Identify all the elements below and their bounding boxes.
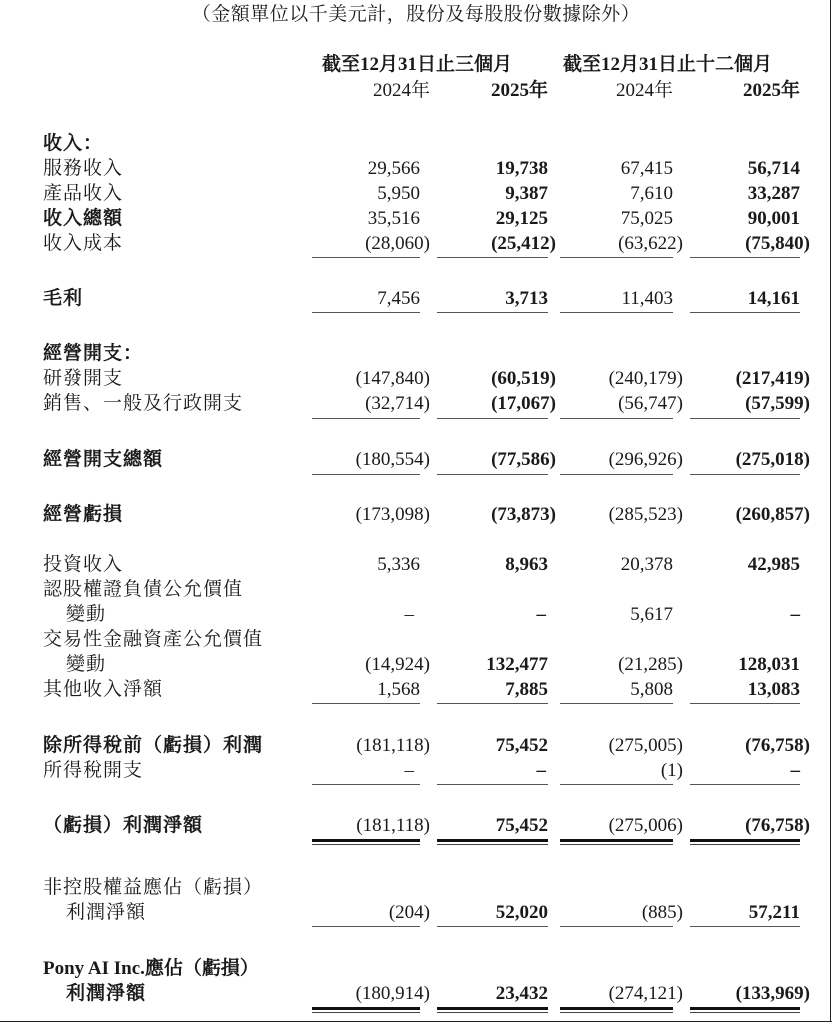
page-border-bottom: [0, 1021, 832, 1022]
value-q-2024: 5,950: [377, 183, 420, 204]
table-row-service-revenue: [0, 156, 832, 181]
value-q-2025: 9,387: [505, 183, 548, 204]
table-row-nci-net-profit: [0, 900, 832, 925]
value-q-2025: –: [536, 760, 546, 781]
value-q-2024: 1,568: [377, 679, 420, 700]
underline: [437, 312, 548, 313]
table-row-sga-expenses: [0, 391, 832, 416]
value-fy-2025: 13,083: [747, 679, 800, 700]
double-underline: [437, 839, 548, 845]
value-fy-2025: (57,599): [745, 393, 810, 414]
underline: [437, 703, 548, 704]
underline: [312, 418, 420, 419]
header-year-fy-2025: 2025年: [742, 80, 800, 101]
row-label: （虧損）利潤淨額: [43, 815, 204, 836]
table-row-other-income-net: [0, 677, 832, 702]
double-underline: [437, 1007, 548, 1013]
table-row-operating-loss: [0, 502, 832, 527]
underline: [312, 926, 420, 927]
value-fy-2025: 128,031: [738, 654, 800, 675]
underline: [560, 703, 673, 704]
value-q-2025: 19,738: [495, 158, 548, 179]
underline: [690, 418, 800, 419]
row-label: 服務收入: [43, 158, 124, 179]
value-fy-2024: 5,808: [630, 679, 673, 700]
double-underline: [312, 1007, 420, 1013]
underline: [437, 474, 548, 475]
value-fy-2024: 20,378: [620, 554, 673, 575]
underline: [690, 703, 800, 704]
value-fy-2024: (275,005): [608, 735, 683, 756]
value-q-2024: 35,516: [367, 208, 420, 229]
row-label: Pony AI Inc.應佔（虧損）: [43, 958, 259, 979]
value-q-2025: 3,713: [505, 288, 548, 309]
table-row-total-revenue: [0, 206, 832, 231]
value-fy-2025: 56,714: [747, 158, 800, 179]
underline: [690, 784, 800, 785]
value-fy-2024: (240,179): [608, 368, 683, 389]
value-fy-2025: (75,840): [745, 233, 810, 254]
value-fy-2024: 67,415: [620, 158, 673, 179]
value-fy-2025: 57,211: [748, 902, 800, 923]
table-row-rnd-expenses: [0, 366, 832, 391]
value-q-2025: –: [536, 604, 546, 625]
value-fy-2024: (275,006): [608, 815, 683, 836]
value-fy-2025: (76,758): [745, 815, 810, 836]
section-operating-expenses: [0, 341, 832, 366]
value-fy-2024: (885): [641, 902, 683, 923]
row-label: 經營開支：: [43, 343, 144, 364]
row-label: 銷售、一般及行政開支: [43, 393, 244, 414]
value-q-2025: 75,452: [495, 735, 548, 756]
value-fy-2024: 7,610: [630, 183, 673, 204]
value-fy-2025: –: [790, 604, 800, 625]
table-row-investment-income: [0, 552, 832, 577]
value-fy-2024: (21,285): [618, 654, 683, 675]
underline: [690, 474, 800, 475]
double-underline: [560, 839, 673, 845]
underline: [312, 312, 420, 313]
row-label: 經營開支總額: [43, 449, 164, 470]
row-label: 利潤淨額: [66, 902, 147, 923]
underline: [312, 257, 420, 258]
value-fy-2024: (274,121): [608, 983, 683, 1004]
value-q-2025: 75,452: [495, 815, 548, 836]
row-label: 除所得稅前（虧損）利潤: [43, 735, 264, 756]
row-label: 認股權證負債公允價值: [43, 579, 244, 600]
value-q-2025: 7,885: [505, 679, 548, 700]
value-q-2025: 132,477: [486, 654, 548, 675]
double-underline: [690, 839, 800, 845]
value-q-2024: 5,336: [377, 554, 420, 575]
section-revenue: [0, 131, 832, 156]
table-row-nci-label: [0, 875, 832, 900]
underline: [690, 926, 800, 927]
row-label: 收入：: [43, 133, 104, 154]
table-row-warrant-fv-label: [0, 577, 832, 602]
value-fy-2024: (1): [660, 760, 683, 781]
table-row-trading-assets-fv-label: [0, 627, 832, 652]
value-q-2024: –: [404, 760, 414, 781]
value-q-2024: (181,118): [356, 735, 430, 756]
row-label: 毛利: [43, 288, 84, 309]
row-label: 利潤淨額: [66, 983, 147, 1004]
header-twelve-months: 截至12月31日止十二個月: [563, 54, 773, 75]
table-row-warrant-fv-change: [0, 602, 832, 627]
value-q-2025: (25,412): [491, 233, 556, 254]
table-row-total-operating-expenses: [0, 447, 832, 472]
underline: [560, 312, 673, 313]
value-q-2025: (77,586): [491, 449, 556, 470]
value-q-2024: 29,566: [367, 158, 420, 179]
value-fy-2025: 33,287: [747, 183, 800, 204]
table-row-cost-of-revenue: [0, 231, 832, 256]
row-label: 投資收入: [43, 554, 124, 575]
value-q-2025: (17,067): [491, 393, 556, 414]
units-note: （金額單位以千美元計，股份及每股股份數據除外）: [191, 4, 641, 25]
table-row-pretax-profit-loss: [0, 733, 832, 758]
value-fy-2024: (285,523): [608, 504, 683, 525]
value-q-2024: –: [404, 604, 414, 625]
value-q-2024: (14,924): [365, 654, 430, 675]
underline: [560, 474, 673, 475]
table-row-pony-net-profit: [0, 981, 832, 1006]
row-label: 研發開支: [43, 368, 124, 389]
table-row-gross-profit: [0, 286, 832, 311]
value-q-2024: (180,914): [355, 983, 430, 1004]
underline: [690, 312, 800, 313]
value-q-2025: (60,519): [491, 368, 556, 389]
row-label: 收入成本: [43, 233, 124, 254]
value-q-2024: (28,060): [365, 233, 430, 254]
row-label: 產品收入: [43, 183, 124, 204]
value-q-2025: 8,963: [505, 554, 548, 575]
value-q-2025: 23,432: [495, 983, 548, 1004]
value-q-2024: 7,456: [377, 288, 420, 309]
value-q-2024: (32,714): [365, 393, 430, 414]
value-q-2025: (73,873): [491, 504, 556, 525]
underline: [437, 926, 548, 927]
value-fy-2024: 11,403: [621, 288, 673, 309]
underline: [312, 474, 420, 475]
row-label: 交易性金融資產公允價值: [43, 629, 264, 650]
row-label: 其他收入淨額: [43, 679, 164, 700]
value-fy-2024: (63,622): [618, 233, 683, 254]
row-label: 收入總額: [43, 208, 124, 229]
value-fy-2025: 90,001: [747, 208, 800, 229]
value-q-2024: (147,840): [355, 368, 430, 389]
table-row-product-revenue: [0, 181, 832, 206]
value-fy-2024: 75,025: [620, 208, 673, 229]
double-underline: [560, 1007, 673, 1013]
value-fy-2025: (217,419): [735, 368, 810, 389]
table-row-net-profit-loss: [0, 813, 832, 838]
value-fy-2025: –: [790, 760, 800, 781]
value-fy-2025: (133,969): [735, 983, 810, 1004]
row-label: 非控股權益應佔（虧損）: [43, 877, 264, 898]
double-underline: [312, 839, 420, 845]
row-label: 變動: [66, 604, 107, 625]
underline: [690, 257, 800, 258]
underline: [312, 703, 420, 704]
header-year-q-2025: 2025年: [490, 80, 548, 101]
table-row-trading-assets-fv-change: [0, 652, 832, 677]
header-three-months: 截至12月31日止三個月: [322, 54, 513, 75]
value-fy-2024: (296,926): [608, 449, 683, 470]
double-underline: [690, 1007, 800, 1013]
table-row-income-tax-expense: [0, 758, 832, 783]
value-q-2024: (204): [388, 902, 430, 923]
row-label: 所得稅開支: [43, 760, 144, 781]
underline: [437, 418, 548, 419]
value-fy-2024: (56,747): [618, 393, 683, 414]
underline: [437, 257, 548, 258]
value-q-2025: 29,125: [495, 208, 548, 229]
underline: [560, 784, 673, 785]
value-q-2024: (173,098): [355, 504, 430, 525]
row-label: 經營虧損: [43, 504, 124, 525]
value-q-2024: (180,554): [355, 449, 430, 470]
value-fy-2025: (260,857): [735, 504, 810, 525]
underline: [560, 418, 673, 419]
header-year-fy-2024: 2024年: [615, 80, 673, 101]
value-q-2025: 52,020: [495, 902, 548, 923]
underline: [560, 257, 673, 258]
table-row-pony-label: [0, 956, 832, 981]
value-fy-2025: (76,758): [745, 735, 810, 756]
value-fy-2024: 5,617: [630, 604, 673, 625]
underline: [437, 784, 548, 785]
value-fy-2025: 14,161: [747, 288, 800, 309]
header-year-q-2024: 2024年: [372, 80, 430, 101]
underline: [560, 926, 673, 927]
value-q-2024: (181,118): [356, 815, 430, 836]
value-fy-2025: 42,985: [747, 554, 800, 575]
row-label: 變動: [66, 654, 107, 675]
underline: [312, 784, 420, 785]
value-fy-2025: (275,018): [735, 449, 810, 470]
